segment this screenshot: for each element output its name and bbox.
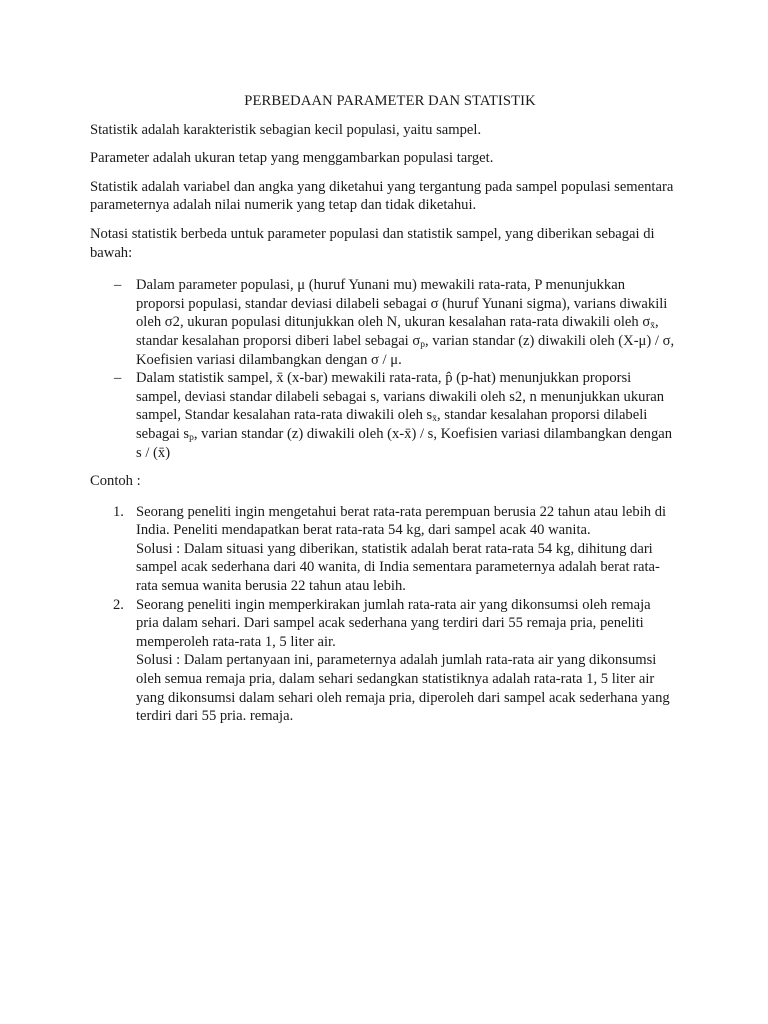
notation-text: , standar kesalahan proporsi dilabeli sebagai s xyxy=(136,407,648,442)
subscript: p xyxy=(189,432,194,443)
examples-list xyxy=(90,503,676,726)
paragraph-parameter-definition: Parameter adalah ukuran tetap yang menggambarkan populasi target. xyxy=(90,150,494,167)
subscript: p xyxy=(420,339,425,350)
notation-text: , varian standar (z) diwakili oleh (X-μ) / σ, Koefisien variasi dilambangkan dengan σ / μ. xyxy=(136,332,675,368)
example-number: 1. xyxy=(113,503,124,520)
example-solution: Solusi : Dalam situasi yang diberikan, statistik adalah berat rata-rata 54 kg, dihitung dari sampel acak sederhana dari 40 wanita, di India sementara parameternya adalah berat rata-rata semua wanita berusia 22 tahun atau lebih. xyxy=(136,540,660,595)
notation-text: , varian standar (z) diwakili oleh (x-x̄) / s, Koefisien variasi dilambangkan dengan s / (x̄) xyxy=(136,425,673,461)
contoh-label: Contoh : xyxy=(90,473,141,490)
subscript: x̄ xyxy=(650,321,655,332)
example-item xyxy=(90,596,676,726)
notation-item-sample xyxy=(90,369,676,462)
example-number: 2. xyxy=(113,596,124,613)
notation-list xyxy=(90,276,676,462)
subscript: x̄ xyxy=(432,414,437,425)
dash-bullet: – xyxy=(114,277,122,294)
notation-text: , standar kesalahan proporsi diberi label sebagai σ xyxy=(136,314,659,349)
paragraph-statistik-variabel: Statistik adalah variabel dan angka yang diketahui yang tergantung pada sampel populasi sementara parameternya adalah nilai numerik yang tetap dan tidak diketahui. xyxy=(90,178,674,214)
example-question: Seorang peneliti ingin memperkirakan jumlah rata-rata air yang dikonsumsi oleh remaja pria dalam sehari. Dari sampel acak sederhana yang terdiri dari 55 remaja pria, peneliti memperoleh rata-rata 1, 5 liter air. xyxy=(136,596,651,650)
notation-text: Dalam statistik sampel, x̄ (x-bar) mewakili rata-rata, p̂ (p-hat) menunjukkan proporsi sampel, deviasi standar dilabeli sebagai s, varians diwakili oleh s2, n menunjukkan ukuran sampel, Standar kesalahan rata-rata diwakili oleh s xyxy=(136,370,665,424)
example-solution: Solusi : Dalam pertanyaan ini, parameternya adalah jumlah rata-rata air yang dikonsumsi oleh semua remaja pria, dalam sehari sedangkan statistiknya adalah rata-rata 1, 5 liter air yang dikonsumsi dalam sehari oleh remaja pria, diperoleh dari sampel acak sederhana yang terdiri dari 55 pria. remaja. xyxy=(136,652,670,725)
notation-text: Dalam parameter populasi, μ (huruf Yunani mu) mewakili rata-rata, P menunjukkan proporsi populasi, standar deviasi dilabeli sebagai σ (huruf Yunani sigma), varians diwakili oleh σ2, ukuran populasi ditunjukkan oleh N, ukuran kesalahan rata-rata diwakili oleh σ xyxy=(136,277,668,331)
dash-bullet: – xyxy=(114,370,122,387)
paragraph-statistik-definition: Statistik adalah karakteristik sebagian kecil populasi, yaitu sampel. xyxy=(90,121,482,138)
example-question: Seorang peneliti ingin mengetahui berat rata-rata perempuan berusia 22 tahun atau lebih di India. Peneliti mendapatkan berat rata-rata 54 kg, dari sampel acak 40 wanita. xyxy=(136,503,667,539)
page-title: PERBEDAAN PARAMETER DAN STATISTIK xyxy=(244,93,536,109)
example-item xyxy=(90,503,676,596)
paragraph-notasi-intro: Notasi statistik berbeda untuk parameter populasi dan statistik sampel, yang diberikan sebagai di bawah: xyxy=(90,225,655,261)
notation-item-population xyxy=(90,276,676,369)
